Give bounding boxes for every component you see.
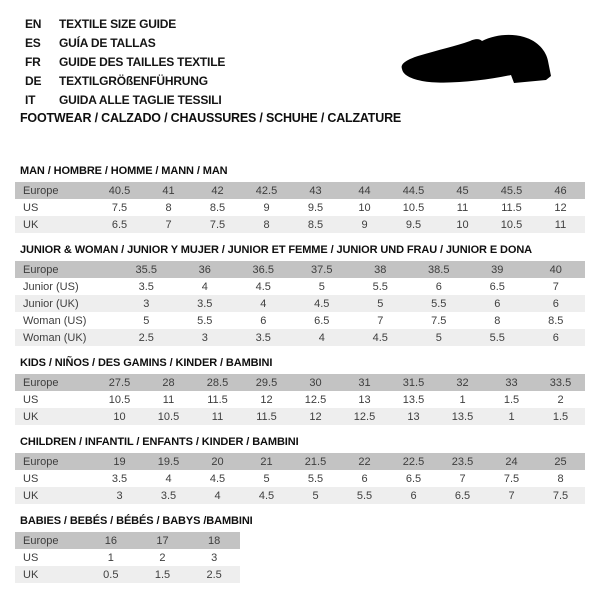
row-label-cell: Junior (UK) [23, 297, 79, 310]
size-value-cell: 3.5 [197, 297, 213, 310]
row-label-cell: Woman (UK) [23, 331, 87, 344]
size-value-cell: 2.5 [138, 331, 154, 344]
size-value-cell: 6 [494, 297, 501, 310]
size-value-cell: 6.5 [111, 218, 128, 231]
size-value-cell: 12 [554, 201, 567, 214]
size-value-cell: 9 [361, 218, 368, 231]
size-value-cell: 37.5 [311, 263, 333, 276]
size-value-cell: 16 [104, 534, 117, 547]
size-section-title: KIDS / NIÑOS / DES GAMINS / KINDER / BAMBINI [20, 357, 273, 369]
size-value-cell: 38 [374, 263, 387, 276]
size-value-cell: 30 [309, 376, 322, 389]
language-code: ES [25, 36, 41, 50]
size-value-cell: 3 [143, 297, 150, 310]
table-row [15, 312, 585, 329]
size-value-cell: 5 [143, 314, 150, 327]
size-table [15, 374, 585, 425]
size-value-cell: 4 [201, 280, 208, 293]
size-value-cell: 11 [162, 393, 175, 406]
size-value-cell: 17 [156, 534, 169, 547]
table-row [15, 408, 585, 425]
size-value-cell: 1 [459, 393, 466, 406]
size-value-cell: 38.5 [428, 263, 450, 276]
size-value-cell: 6.5 [405, 472, 422, 485]
size-value-cell: 13 [358, 393, 371, 406]
size-value-cell: 10 [358, 201, 371, 214]
size-value-cell: 12 [260, 393, 273, 406]
row-label-cell: US [23, 551, 39, 564]
size-value-cell: 42.5 [255, 184, 278, 197]
size-value-cell: 22 [358, 455, 371, 468]
row-label-cell: UK [23, 218, 39, 231]
language-row [25, 53, 225, 72]
size-value-cell: 11 [554, 218, 567, 231]
size-value-cell: 7 [459, 472, 466, 485]
size-value-cell: 31 [358, 376, 371, 389]
size-value-cell: 46 [554, 184, 567, 197]
size-value-cell: 35.5 [135, 263, 157, 276]
size-value-cell: 10 [456, 218, 469, 231]
size-value-cell: 5 [318, 280, 325, 293]
size-value-cell: 36.5 [252, 263, 274, 276]
size-value-cell: 18 [208, 534, 221, 547]
size-value-cell: 2.5 [206, 568, 222, 581]
size-value-cell: 25 [554, 455, 567, 468]
size-value-cell: 8.5 [209, 201, 226, 214]
size-value-cell: 20 [211, 455, 224, 468]
row-label-cell: Europe [23, 376, 59, 389]
size-value-cell: 3 [116, 489, 123, 502]
size-value-cell: 3.5 [255, 331, 271, 344]
size-value-cell: 3.5 [160, 489, 177, 502]
size-value-cell: 4.5 [255, 280, 271, 293]
dress-shoe-icon [398, 33, 573, 95]
language-title: GUIDA ALLE TAGLIE TESSILI [59, 93, 222, 107]
size-value-cell: 5.5 [356, 489, 373, 502]
size-section [15, 244, 585, 346]
size-value-cell: 8.5 [548, 314, 564, 327]
size-value-cell: 11 [211, 410, 224, 423]
table-row [15, 329, 585, 346]
table-row [15, 566, 240, 583]
size-value-cell: 6 [260, 314, 267, 327]
size-value-cell: 9.5 [307, 201, 324, 214]
size-value-cell: 29.5 [255, 376, 278, 389]
size-value-cell: 5 [435, 331, 442, 344]
row-label-cell: US [23, 472, 39, 485]
size-value-cell: 13 [407, 410, 420, 423]
size-value-cell: 4 [165, 472, 172, 485]
size-value-cell: 4 [318, 331, 325, 344]
size-value-cell: 7 [377, 314, 384, 327]
row-label-cell: Woman (US) [23, 314, 87, 327]
size-value-cell: 3 [201, 331, 208, 344]
table-row [15, 487, 585, 504]
size-value-cell: 6 [552, 331, 559, 344]
size-value-cell: 19 [113, 455, 126, 468]
size-value-cell: 33 [505, 376, 518, 389]
size-value-cell: 4 [214, 489, 221, 502]
size-value-cell: 39 [491, 263, 504, 276]
language-title: GUIDE DES TAILLES TEXTILE [59, 55, 226, 69]
size-value-cell: 6 [552, 297, 559, 310]
size-value-cell: 5 [312, 489, 319, 502]
size-value-cell: 5.5 [372, 280, 388, 293]
size-value-cell: 19.5 [157, 455, 180, 468]
language-list [25, 15, 225, 110]
size-section [15, 436, 585, 504]
size-value-cell: 4 [260, 297, 267, 310]
size-value-cell: 6.5 [489, 280, 505, 293]
size-value-cell: 7.5 [111, 201, 128, 214]
size-value-cell: 6.5 [314, 314, 330, 327]
size-value-cell: 40 [549, 263, 562, 276]
size-value-cell: 6 [410, 489, 417, 502]
size-value-cell: 10.5 [157, 410, 180, 423]
size-value-cell: 21.5 [304, 455, 327, 468]
table-row [15, 391, 585, 408]
table-row [15, 278, 585, 295]
size-value-cell: 1.5 [552, 410, 569, 423]
size-value-cell: 11.5 [501, 201, 522, 214]
size-value-cell: 11.5 [256, 410, 277, 423]
table-row [15, 453, 585, 470]
size-value-cell: 6 [361, 472, 368, 485]
size-value-cell: 45 [456, 184, 469, 197]
size-value-cell: 3 [211, 551, 218, 564]
size-value-cell: 3.5 [138, 280, 154, 293]
size-value-cell: 11.5 [207, 393, 228, 406]
size-value-cell: 7 [508, 489, 515, 502]
row-label-cell: Europe [23, 184, 59, 197]
size-value-cell: 44.5 [402, 184, 425, 197]
size-value-cell: 23.5 [451, 455, 474, 468]
size-value-cell: 5.5 [431, 297, 447, 310]
size-value-cell: 12.5 [353, 410, 376, 423]
size-value-cell: 43 [309, 184, 322, 197]
size-value-cell: 2 [557, 393, 564, 406]
row-label-cell: Europe [23, 263, 59, 276]
size-value-cell: 9 [263, 201, 270, 214]
size-value-cell: 13.5 [451, 410, 474, 423]
size-value-cell: 45.5 [500, 184, 523, 197]
size-value-cell: 12.5 [304, 393, 327, 406]
category-title: FOOTWEAR / CALZADO / CHAUSSURES / SCHUHE / CALZATURE [20, 111, 402, 125]
size-value-cell: 10 [113, 410, 126, 423]
size-value-cell: 5.5 [197, 314, 213, 327]
size-value-cell: 5 [263, 472, 270, 485]
size-value-cell: 31.5 [402, 376, 425, 389]
row-label-cell: Europe [23, 455, 59, 468]
size-value-cell: 7.5 [503, 472, 520, 485]
language-title: GUÍA DE TALLAS [59, 36, 156, 50]
language-code: FR [25, 55, 41, 69]
table-row [15, 182, 585, 199]
size-value-cell: 6 [435, 280, 442, 293]
size-value-cell: 5.5 [307, 472, 324, 485]
size-value-cell: 24 [505, 455, 518, 468]
table-row [15, 374, 585, 391]
size-value-cell: 7.5 [552, 489, 569, 502]
language-row [25, 15, 225, 34]
size-value-cell: 10.5 [500, 218, 523, 231]
size-value-cell: 0.5 [103, 568, 119, 581]
size-section-title: BABIES / BEBÉS / BÉBÉS / BABYS /BAMBINI [20, 515, 253, 527]
size-value-cell: 1 [508, 410, 515, 423]
size-value-cell: 8 [165, 201, 172, 214]
size-value-cell: 4.5 [372, 331, 388, 344]
size-value-cell: 5 [377, 297, 384, 310]
size-value-cell: 1.5 [154, 568, 171, 581]
row-label-cell: UK [23, 410, 39, 423]
size-value-cell: 7 [552, 280, 559, 293]
language-row [25, 34, 225, 53]
size-value-cell: 27.5 [108, 376, 131, 389]
size-guide-sections [15, 165, 585, 594]
size-value-cell: 42 [211, 184, 224, 197]
size-value-cell: 9.5 [405, 218, 422, 231]
size-value-cell: 21 [260, 455, 273, 468]
size-section [15, 165, 585, 233]
row-label-cell: US [23, 201, 39, 214]
size-value-cell: 22.5 [402, 455, 425, 468]
size-value-cell: 33.5 [549, 376, 572, 389]
size-value-cell: 10.5 [108, 393, 131, 406]
size-section-title: JUNIOR & WOMAN / JUNIOR Y MUJER / JUNIOR ET FEMME / JUNIOR UND FRAU / JUNIOR E DONA [20, 244, 533, 256]
size-section [15, 515, 585, 583]
size-value-cell: 7 [165, 218, 172, 231]
size-value-cell: 1 [107, 551, 114, 564]
size-value-cell: 32 [456, 376, 469, 389]
size-section [15, 357, 585, 425]
size-value-cell: 28.5 [206, 376, 229, 389]
table-row [15, 470, 585, 487]
size-table [15, 532, 240, 583]
size-value-cell: 41 [162, 184, 175, 197]
size-value-cell: 6.5 [454, 489, 471, 502]
size-value-cell: 8 [557, 472, 564, 485]
table-row [15, 199, 585, 216]
table-row [15, 532, 240, 549]
size-value-cell: 3.5 [111, 472, 128, 485]
language-row [25, 72, 225, 91]
language-code: DE [25, 74, 42, 88]
size-value-cell: 1.5 [503, 393, 520, 406]
size-value-cell: 4.5 [314, 297, 330, 310]
size-table [15, 182, 585, 233]
size-value-cell: 5.5 [489, 331, 505, 344]
language-code: IT [25, 93, 36, 107]
size-value-cell: 40.5 [108, 184, 131, 197]
language-code: EN [25, 17, 42, 31]
size-table [15, 261, 585, 346]
row-label-cell: Europe [23, 534, 59, 547]
size-value-cell: 12 [309, 410, 322, 423]
size-value-cell: 8 [494, 314, 501, 327]
size-value-cell: 4.5 [209, 472, 226, 485]
size-value-cell: 10.5 [402, 201, 425, 214]
row-label-cell: UK [23, 489, 39, 502]
size-value-cell: 8 [263, 218, 270, 231]
row-label-cell: Junior (US) [23, 280, 79, 293]
size-value-cell: 4.5 [258, 489, 275, 502]
size-value-cell: 28 [162, 376, 175, 389]
size-value-cell: 8.5 [307, 218, 324, 231]
language-row [25, 91, 225, 110]
size-value-cell: 44 [358, 184, 371, 197]
size-value-cell: 7.5 [431, 314, 447, 327]
row-label-cell: US [23, 393, 39, 406]
size-table [15, 453, 585, 504]
size-section-title: CHILDREN / INFANTIL / ENFANTS / KINDER / BAMBINI [20, 436, 299, 448]
table-row [15, 216, 585, 233]
row-label-cell: UK [23, 568, 39, 581]
size-value-cell: 36 [198, 263, 211, 276]
size-value-cell: 13.5 [402, 393, 425, 406]
language-title: TEXTILE SIZE GUIDE [59, 17, 177, 31]
table-row [15, 295, 585, 312]
table-row [15, 549, 240, 566]
language-title: TEXTILGRÖßENFÜHRUNG [59, 74, 208, 88]
size-section-title: MAN / HOMBRE / HOMME / MANN / MAN [20, 165, 228, 177]
size-value-cell: 11 [456, 201, 469, 214]
size-value-cell: 2 [159, 551, 166, 564]
table-row [15, 261, 585, 278]
size-value-cell: 7.5 [209, 218, 226, 231]
